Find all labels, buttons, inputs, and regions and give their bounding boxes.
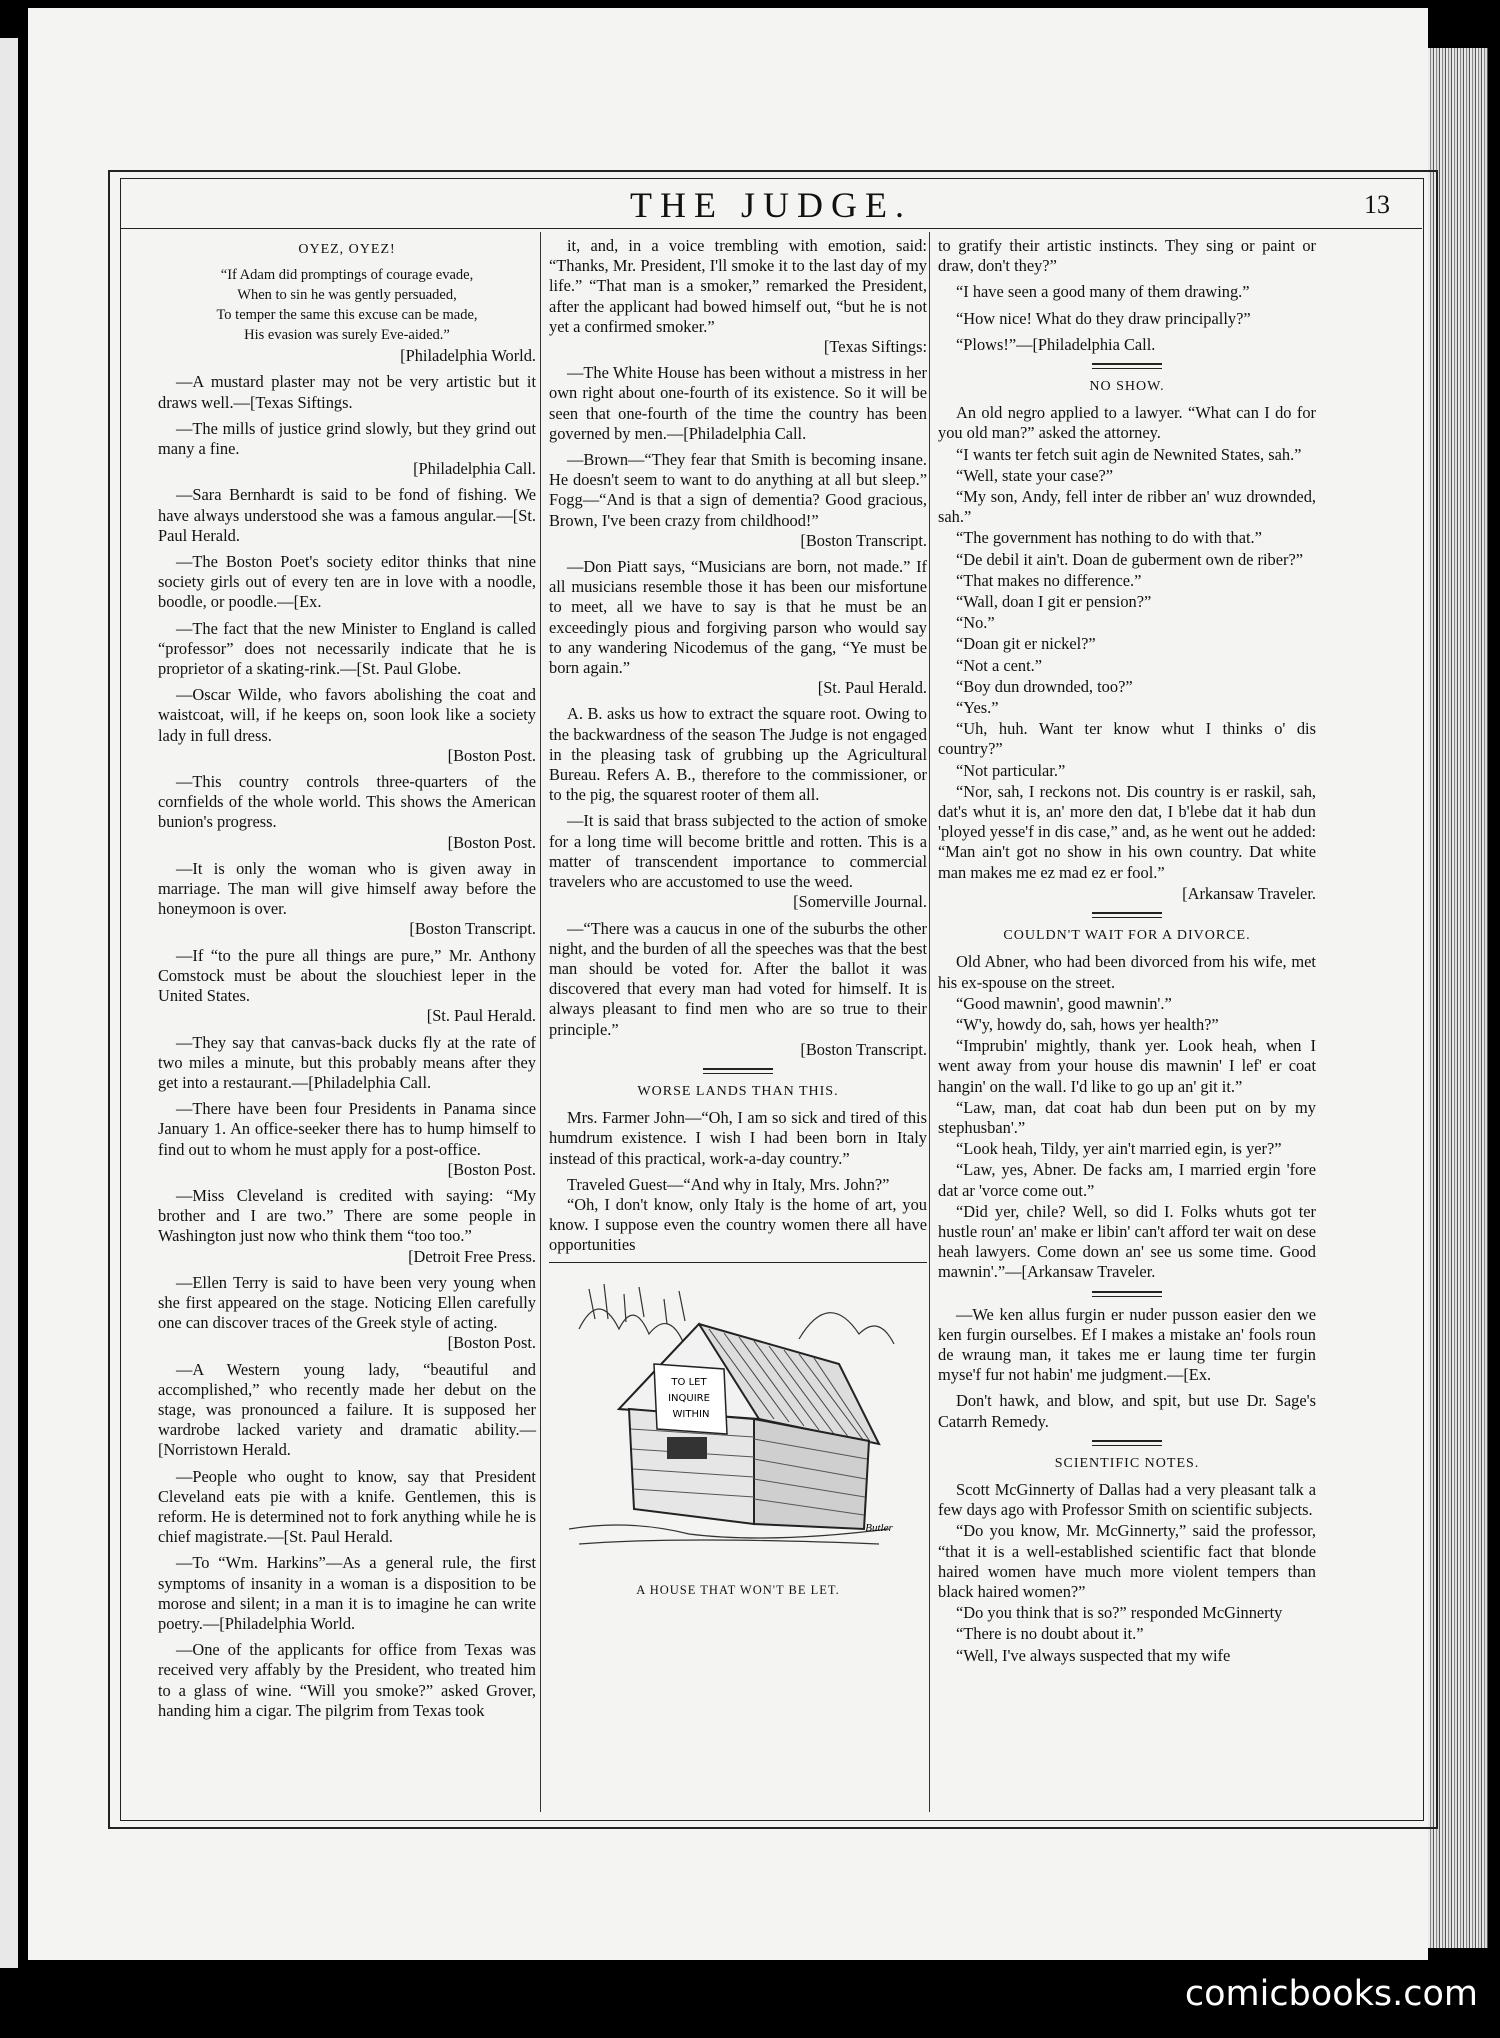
source-credit: [Boston Transcript.: [800, 530, 927, 550]
news-item: [158, 1553, 536, 1634]
story-paragraph: Traveled Guest—“And why in Italy, Mrs. John?”: [567, 1174, 890, 1194]
news-item-text: —There have been four Presidents in Panama since January 1. An office-seeker there has to hump himself to find out to whom he must apply for a post-office.: [158, 1099, 536, 1159]
news-item-text: —It is said that brass subjected to the action of smoke for a long time will become brittle and rotten. This is a matter of transcendent importance to commercial travelers who are accustomed to use the weed.: [549, 811, 927, 892]
paragraph: “Wall, doan I git er pension?”: [956, 592, 1152, 612]
no-show-story: [938, 403, 1316, 883]
news-item: [549, 363, 927, 444]
paragraph: “I wants ter fetch suit agin de Newnited States, sah.”: [956, 444, 1302, 464]
verse-line: To temper the same this excuse can be made,: [216, 307, 478, 324]
verse-line: When to sin he was gently persuaded,: [237, 287, 457, 304]
paragraph: “There is no doubt about it.”: [956, 1624, 1144, 1644]
paragraph: “Imprubin' mightly, thank yer. Look heah, when I went away from your house dis mawnin' I lef' er coat hangin' on the wall. I'd like to go up an' git it.”: [938, 1036, 1316, 1096]
paragraph: “Nor, sah, I reckons not. Dis country is er raskil, sah, dat's whut it is, an' more den dat, I b'lebe dat it hab dun 'ployed yesse'f in dis case,” and, as he went out he added: “Man ain't got no show in his own country. Dat white man makes me ez mad ez er fool.”: [938, 781, 1316, 882]
story-paragraph: Mrs. Farmer John—“Oh, I am so sick and tired of this humdrum existence. I wish I had been born in Italy instead of this practical, work-a-day country.”: [549, 1108, 927, 1168]
sign-line-3: WITHIN: [672, 1408, 710, 1420]
paragraph: Scott McGinnerty of Dallas had a very pleasant talk a few days ago with Professor Smith on scientific subjects.: [938, 1479, 1316, 1520]
paragraph: “De debil it ain't. Doan de guberment own de riber?”: [956, 549, 1304, 569]
artist-signature: Butler: [865, 1521, 893, 1534]
paragraph: “Law, yes, Abner. De facks am, I married ergin 'fore dat ar 'vorce come out.”: [938, 1160, 1316, 1200]
news-item-text: —A mustard plaster may not be very artistic but it draws well.—[Texas Siftings.: [158, 372, 536, 412]
news-item: [549, 919, 927, 1060]
news-item-text: —Oscar Wilde, who favors abolishing the coat and waistcoat, will, if he keeps on, soon look like a society lady in full dress.: [158, 685, 536, 745]
paragraph: “Not a cent.”: [956, 655, 1043, 675]
page-number: 13: [1364, 190, 1390, 219]
heading-worse-lands: WORSE LANDS THAN THIS.: [637, 1083, 839, 1099]
news-item-text: —One of the applicants for office from Texas was received very affably by the President, who treated him to a glass of wine. “Will you smoke?” asked Grover, handing him a cigar. The pilgrim from Texas took: [158, 1640, 536, 1720]
separator: [703, 1068, 773, 1074]
facing-page-edge: [0, 38, 18, 1968]
heading-divorce: COULDN'T WAIT FOR A DIVORCE.: [1003, 928, 1251, 944]
news-item-text: —This country controls three-quarters of the cornfields of the whole world. This shows the American bunion's progress.: [158, 772, 536, 832]
news-item-text: —It is only the woman who is given away in marriage. The man will give himself away before the honeymoon is over.: [158, 858, 536, 919]
news-item-text: —“There was a caucus in one of the suburbs the other night, and the burden of all the speeches was that the best man should be voted for. After the ballot it was discovered that every man had voted for himself. It is always pleasant to find men who are so true to their principle.”: [549, 918, 927, 1039]
source-credit: [Philadelphia Call.: [413, 459, 536, 479]
news-item: [549, 236, 927, 357]
separator: [1092, 912, 1162, 918]
paragraph: An old negro applied to a lawyer. “What can I do for you old man?” asked the attorney.: [938, 403, 1316, 443]
paragraph: “Do you think that is so?” responded McGinnerty: [956, 1603, 1283, 1623]
paragraph: “Boy dun drownded, too?”: [956, 676, 1133, 696]
news-item: [158, 946, 536, 1027]
news-item-text: —Sara Bernhardt is said to be fond of fishing. We have always understood she was a famous angular.—[St. Paul Herald.: [158, 485, 536, 545]
source-credit: [Boston Post.: [447, 1333, 536, 1353]
news-item-text: —The White House has been without a mistress in her own right about one-fourth of its existence. So it will be seen that one-fourth of the time the country has been governed by men.—[Philadelphia Call.: [549, 363, 927, 443]
paragraph: “That makes no difference.”: [956, 570, 1142, 590]
paragraph: “Uh, huh. Want ter know whut I thinks o' dis country?”: [938, 719, 1316, 759]
paragraph: “Do you know, Mr. McGinnerty,” said the professor, “that it is a well-established scientific fact that blonde haired women have much more violent tempers than black haired women?”: [938, 1521, 1316, 1601]
paragraph: —We ken allus furgin er nuder pusson easier den we ken furgin ourselbes. Ef I makes a mistake an' fools roun de wraung man, it takes me er laung time ter furgin myse'f fur not habin' me judgment.—[Ex.: [938, 1304, 1316, 1385]
news-item-text: —Brown—“They fear that Smith is becoming insane. He doesn't seem to want to do anything at all but sleep.” Fogg—“And is that a sign of dementia? Good gracious, Brown, I've been crazy from childhood!”: [549, 450, 927, 530]
sign-line-1: TO LET: [671, 1376, 707, 1388]
news-item-text: —To “Wm. Harkins”—As a general rule, the first symptoms of insanity in a woman is a disposition to be morose and silent; in a man it is to imagine he can write poetry.—[Philadelphia World.: [158, 1553, 536, 1633]
source-credit: [Boston Post.: [447, 745, 536, 765]
news-item-text: —If “to the pure all things are pure,” Mr. Anthony Comstock must be about the slouchiest leper in the United States.: [158, 945, 536, 1006]
paragraph: “Law, man, dat coat hab dun been put on by my stephusban'.”: [938, 1097, 1316, 1137]
paragraph: “Plows!”—[Philadelphia Call.: [956, 334, 1156, 354]
heading-oyez: OYEZ, OYEZ!: [298, 242, 396, 257]
news-item: [158, 619, 536, 680]
paragraph: “Well, I've always suspected that my wife: [956, 1645, 1231, 1665]
news-item-text: —Don Piatt says, “Musicians are born, not made.” If all musicians resemble those it has been our misfortune to meet, all we have to say is that he must be an exceedingly pious and forgiving parson who would say to any wandering Nicodemus of the gang, “Ye must be born again.”: [549, 557, 927, 678]
sign-line-2: INQUIRE: [668, 1392, 710, 1404]
source-credit: [St. Paul Herald.: [426, 1006, 536, 1026]
verse-source: [Philadelphia World.: [400, 346, 536, 366]
news-item: [158, 772, 536, 853]
source-credit: [Boston Post.: [447, 1159, 536, 1179]
news-item: [158, 419, 536, 480]
heading-scientific-notes: SCIENTIFIC NOTES.: [1054, 1455, 1200, 1471]
news-item: [158, 1099, 536, 1180]
news-item: [549, 704, 927, 805]
source-credit: [Somerville Journal.: [793, 892, 927, 912]
news-item-text: —Ellen Terry is said to have been very young when she first appeared on the stage. Noticing Ellen carefully one can discover traces of the Greek style of acting.: [158, 1272, 536, 1333]
column-1: [158, 236, 536, 1727]
separator: [1092, 1440, 1162, 1446]
news-item: [158, 485, 536, 546]
news-item-text: —The mills of justice grind slowly, but they grind out many a fine.: [158, 418, 536, 459]
news-item: [158, 1186, 536, 1267]
masthead-title: THE JUDGE.: [630, 185, 912, 225]
source-credit: [Detroit Free Press.: [408, 1246, 536, 1266]
news-item: [158, 1360, 536, 1461]
news-item: [158, 1467, 536, 1548]
paragraph: to gratify their artistic instincts. They sing or paint or draw, don't they?”: [938, 236, 1316, 276]
watermark: comicbooks.com: [1184, 1974, 1478, 2014]
news-item: [549, 811, 927, 912]
scientific-notes-story: [938, 1480, 1316, 1666]
source-credit: [Texas Siftings:: [823, 337, 927, 357]
source-credit: [Arkansaw Traveler.: [1182, 883, 1316, 903]
news-item-text: —People who ought to know, say that President Cleveland eats pie with a knife. Gentlemen, this is reform. He is determined not to fork anything while he is chief magistrate.—[St. Paul Herald.: [158, 1466, 536, 1547]
illustration-caption: A HOUSE THAT WON'T BE LET.: [636, 1582, 840, 1597]
paragraph: “I have seen a good many of them drawing.”: [956, 282, 1250, 302]
paragraph: “Well, state your case?”: [956, 465, 1114, 485]
news-item: [158, 372, 536, 412]
paragraph: “Yes.”: [956, 698, 999, 718]
heading-no-show: NO SHOW.: [1089, 379, 1165, 395]
illustration-doghouse: [549, 1269, 927, 1574]
separator: [1092, 1291, 1162, 1297]
news-item-text: —The fact that the new Minister to England is called “professor” does not necessarily indicate that he is proprietor of a skating-rink.—[St. Paul Globe.: [158, 618, 536, 679]
news-item-text: —A Western young lady, “beautiful and accomplished,” who recently made her debut on the stage, was pronounced a failure. It is supposed her wardrobe lacked variety and dramatic ability.—[Norristown Herald.: [158, 1359, 536, 1460]
news-item: [549, 450, 927, 551]
news-item: [158, 1033, 536, 1094]
paragraph: “How nice! What do they draw principally?”: [956, 308, 1251, 328]
news-item-text: —Miss Cleveland is credited with saying: “My brother and I are two.” There are some people in Washington just now who think them “too too.”: [158, 1185, 536, 1246]
paragraph: “W'y, howdy do, sah, hows yer health?”: [956, 1014, 1219, 1034]
news-item: [158, 1640, 536, 1721]
paragraph: Don't hawk, and blow, and spit, but use Dr. Sage's Catarrh Remedy.: [938, 1391, 1316, 1431]
paragraph: “Doan git er nickel?”: [956, 634, 1096, 654]
story-paragraph: “Oh, I don't know, only Italy is the home of art, you know. I suppose even the country women there all have opportunities: [549, 1194, 927, 1255]
column-1-items: [158, 372, 536, 1721]
source-credit: [Boston Transcript.: [409, 919, 536, 939]
paragraph: “Look heah, Tildy, yer ain't married egin, is yer?”: [956, 1139, 1282, 1159]
news-item-text: —They say that canvas-back ducks fly at the rate of two miles a minute, but this probably means after they get into a restaurant.—[Philadelphia Call.: [158, 1032, 536, 1092]
column-3: [938, 236, 1316, 1667]
news-item: [158, 552, 536, 613]
masthead-rule: [120, 228, 1422, 229]
column-rule-1: [540, 232, 541, 1812]
news-item-text: A. B. asks us how to extract the square root. Owing to the backwardness of the season The Judge is not engaged in the pleasing task of grubbing up the Agricultural Bureau. Refers A. B., therefore to the commissioner, or to the pig, the squarest rooter of them all.: [549, 704, 927, 805]
separator: [1092, 363, 1162, 369]
source-credit: [St. Paul Herald.: [817, 678, 927, 698]
news-item: [549, 557, 927, 698]
news-item: [158, 685, 536, 766]
paragraph: “The government has nothing to do with that.”: [956, 528, 1262, 548]
source-credit: [Boston Post.: [447, 832, 536, 852]
paragraph: “Good mawnin', good mawnin'.”: [956, 993, 1172, 1013]
paragraph: “No.”: [956, 613, 995, 633]
news-item-text: —The Boston Poet's society editor thinks that nine society girls out of every ten are in love with a noodle, boodle, or poodle.—[Ex.: [158, 552, 536, 612]
verse-line: “If Adam did promptings of courage evade,: [220, 267, 474, 284]
news-item-text: it, and, in a voice trembling with emotion, said: “Thanks, Mr. President, I'll smoke it to the last day of my life.” “That man is a smoker,” remarked the President, after the applicant had bowed himself out, “but he is not yet a confirmed smoker.”: [549, 236, 927, 336]
paragraph: Old Abner, who had been divorced from his wife, met his ex-spouse on the street.: [938, 952, 1316, 992]
column-2: [549, 236, 927, 1600]
paragraph: “Did yer, chile? Well, so did I. Folks whuts got ter hustle roun' an' make er libin' can't afford ter wait on dese heah lawyers. Come down an' see us some time. Good mawnin'.”—[Arkansaw Traveler.: [938, 1201, 1316, 1282]
divorce-story: [938, 952, 1316, 1282]
column-rule-2: [929, 232, 930, 1812]
paragraph: “Not particular.”: [956, 760, 1066, 780]
source-credit: [Boston Transcript.: [800, 1039, 927, 1059]
doghouse-illustration: [549, 1269, 927, 1569]
column-2-items: [549, 236, 927, 1060]
news-item: [158, 1273, 536, 1354]
paragraph: “My son, Andy, fell inter de ribber an' wuz drownded, sah.”: [938, 487, 1316, 527]
verse-line: His evasion was surely Eve-aided.”: [244, 327, 450, 344]
news-item: [158, 859, 536, 940]
